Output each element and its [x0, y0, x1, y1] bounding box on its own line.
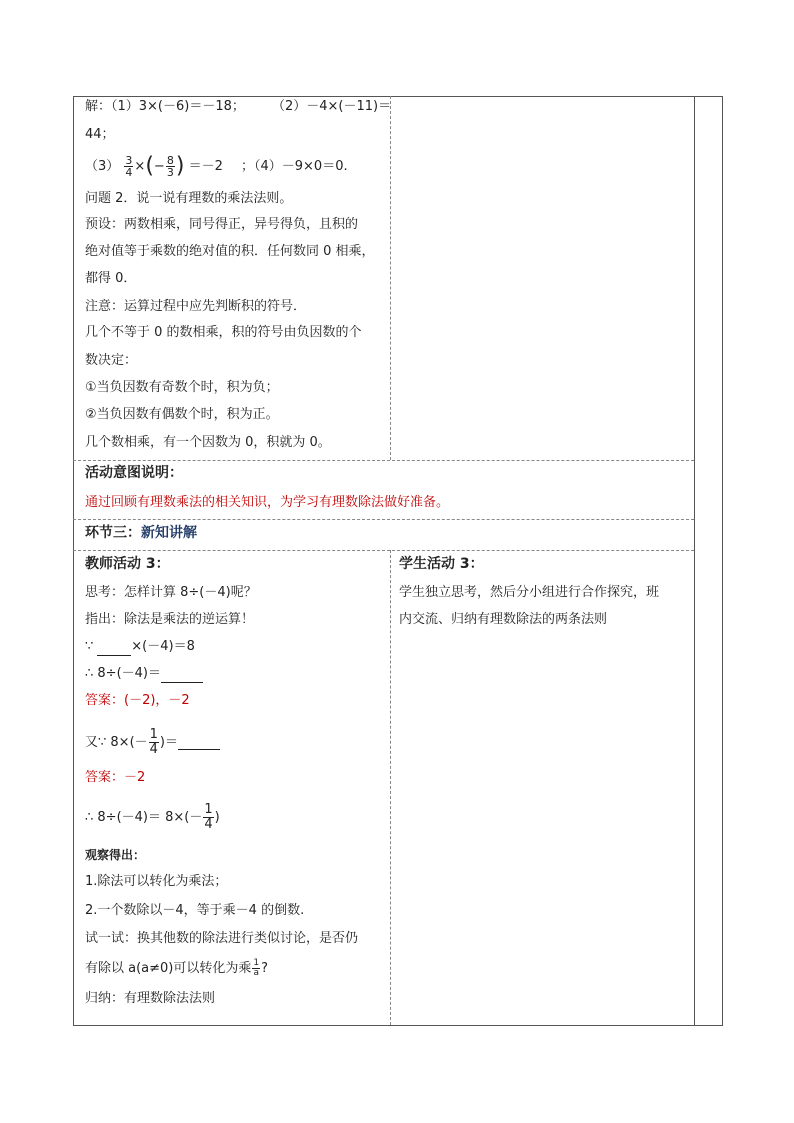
student-heading: 学生活动 3：: [399, 556, 484, 572]
summary-line: 归纳：有理数除法法则: [85, 991, 216, 1006]
solution-line-2: 44；: [85, 127, 115, 142]
student-text-2: 内交流、归纳有理数除法的两条法则: [399, 612, 608, 627]
also-close: )＝: [159, 735, 178, 750]
try-expression: 有除以 a(a≠0)可以转化为乘: [85, 961, 252, 976]
also-line: [85, 726, 220, 760]
section3-heading: [85, 524, 197, 542]
because-line: [85, 638, 195, 656]
odd-rule: ①当负因数有奇数个时，积为负；: [85, 380, 279, 395]
also-blank: [178, 735, 220, 750]
because-blank: [97, 641, 131, 656]
solution-line-3-prefix: （3）: [85, 159, 120, 174]
column-divider-top: [390, 96, 391, 460]
answer-1-value: (－2)，－2: [124, 693, 190, 708]
teacher-point: 指出：除法是乘法的逆运算！: [85, 612, 255, 627]
solution-line-1a: 解：（1）3×(－6)＝－18；: [85, 99, 245, 114]
row-divider-1: [73, 460, 694, 461]
answer-1: [85, 692, 190, 710]
table-left-border: [73, 96, 74, 1026]
therefore-line: [85, 665, 203, 683]
zero-rule: 几个数相乘，有一个因数为 0，积就为 0。: [85, 435, 331, 450]
section3-prefix: 环节三：: [85, 525, 141, 541]
conclude-expression: ∴ 8÷(－4)＝ 8×(－: [85, 810, 203, 825]
intent-heading: 活动意图说明：: [85, 465, 183, 481]
observe-1: 1.除法可以转化为乘法；: [85, 874, 228, 889]
preset-line-1: 预设：两数相乘，同号得正，异号得负，且积的: [85, 217, 359, 232]
fraction-eight-thirds: $\frac{8}{3}$: [166, 154, 174, 179]
preset-line-2: 绝对值等于乘数的绝对值的积．任何数同 0 相乘，: [85, 244, 375, 259]
table-bottom-border: [73, 1025, 723, 1026]
table-inner-right-border: [694, 96, 695, 1026]
note-line: 注意：运算过程中应先判断积的符号．: [85, 299, 307, 314]
teacher-think: 思考：怎样计算 8÷(－4)呢？: [85, 585, 257, 600]
solution-line-3: （3） $\frac{3}{4}$ ×(− $\frac{8}{3}$ ) ＝－2 ；（4）－9×0＝0.: [85, 153, 348, 179]
teacher-heading: 教师活动 3：: [85, 556, 170, 572]
because-expression: ×(－4)＝8: [131, 639, 195, 654]
several-line-1: 几个不等于 0 的数相乘，积的符号由负因数的个: [85, 325, 362, 340]
fraction-one-over-a: $\frac{1}{a}$: [253, 958, 260, 978]
several-line-2: 数决定：: [85, 353, 138, 368]
solution-line-3-suffix: ；（4）－9×0＝0.: [240, 159, 348, 174]
because-symbol: ∵: [85, 639, 94, 654]
try-line-1: 试一试：换其他数的除法进行类似讨论，是否仍: [85, 931, 359, 946]
fraction-one-quarter: $\frac{1}{4}$: [149, 727, 158, 757]
answer-2-value: －2: [124, 770, 146, 785]
therefore-expression: ∴ 8÷(－4)＝: [85, 666, 161, 681]
question-2: 问题 2．说一说有理数的乘法法则。: [85, 191, 293, 206]
try-question: ?: [261, 961, 269, 976]
try-line-2: [85, 956, 268, 982]
conclude-close: ): [214, 810, 220, 825]
conclude-line: [85, 800, 220, 836]
answer-1-label: 答案：: [85, 693, 125, 708]
solution-line-3-result: ＝－2: [188, 159, 223, 174]
even-rule: ②当负因数有偶数个时，积为正。: [85, 407, 279, 422]
fraction-one-quarter-2: $\frac{1}{4}$: [204, 802, 213, 832]
table-outer-right-border: [722, 96, 723, 1026]
preset-line-3: 都得 0．: [85, 271, 137, 286]
answer-2-label: 答案：: [85, 770, 125, 785]
column-divider-bottom: [390, 550, 391, 1025]
answer-2: [85, 769, 145, 787]
observe-heading: 观察得出：: [85, 848, 146, 862]
observe-2: 2.一个数除以－4，等于乘－4 的倒数.: [85, 903, 305, 918]
also-expression: 又∵ 8×(－: [85, 735, 148, 750]
therefore-blank: [161, 668, 203, 683]
row-divider-3: [73, 550, 694, 551]
table-top-border: [73, 96, 723, 97]
section3-title: 新知讲解: [141, 525, 197, 541]
row-divider-2: [73, 519, 694, 520]
fraction-three-quarters: $\frac{3}{4}$: [125, 154, 133, 179]
student-text-1: 学生独立思考，然后分小组进行合作探究，班: [399, 585, 660, 600]
times-sign: ×: [134, 159, 146, 174]
intent-text: 通过回顾有理数乘法的相关知识，为学习有理数除法做好准备。: [85, 495, 450, 510]
solution-line-1b: （2）－4×(－11)＝: [272, 99, 392, 114]
